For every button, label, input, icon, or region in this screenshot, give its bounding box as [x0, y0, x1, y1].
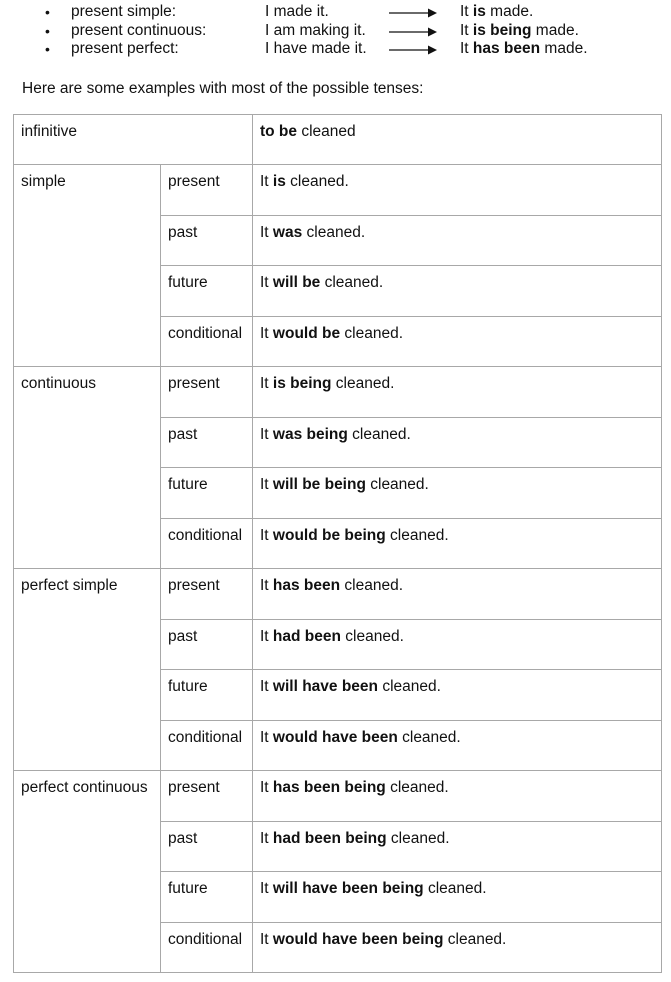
tense-label: future — [161, 670, 253, 721]
example-text: made. — [540, 40, 588, 57]
example-text: cleaned. — [320, 274, 384, 291]
active-example: I have made it. — [265, 40, 367, 57]
example-cell — [253, 922, 662, 973]
passive-example — [460, 3, 533, 22]
right-arrow-icon — [388, 26, 438, 38]
example-text: It — [260, 274, 273, 291]
passive-verb-bold: would have been being — [272, 930, 444, 948]
passive-verb-bold: would be — [272, 324, 341, 342]
arrow — [388, 43, 438, 62]
example-text: cleaned. — [386, 829, 450, 847]
bullet-icon: • — [45, 22, 50, 39]
passive-verb-bold: is — [472, 3, 486, 20]
example-cell — [253, 417, 662, 468]
bullet-item — [0, 40, 671, 59]
table-row — [14, 367, 662, 418]
aspect-label: perfect simple — [14, 569, 161, 771]
example-text: It — [260, 375, 273, 392]
tense-label: conditional — [161, 922, 253, 973]
example-cell — [253, 771, 662, 822]
table-row — [14, 165, 662, 216]
example-cell — [253, 165, 662, 216]
example-text: It — [260, 627, 273, 645]
passive-verb-bold: is — [272, 173, 286, 190]
tense-label: future — [161, 266, 253, 317]
tense-label: present — [161, 165, 253, 216]
tense-label: conditional — [161, 316, 253, 367]
example-text: cleaned. — [302, 223, 366, 241]
example-text: cleaned. — [443, 930, 507, 948]
example-text: It — [260, 324, 273, 342]
example-text: cleaned. — [365, 476, 429, 493]
bullet-icon: • — [45, 41, 50, 57]
example-cell — [253, 821, 662, 872]
tense-label: past — [161, 215, 253, 266]
example-text: cleaned. — [331, 375, 395, 392]
example-cell — [253, 569, 662, 620]
example-text: It — [460, 3, 473, 20]
example-text: cleaned. — [347, 425, 411, 443]
infinitive-example — [253, 115, 662, 165]
example-text: cleaned. — [385, 779, 449, 796]
example-text: made. — [485, 3, 534, 20]
tense-name: present continuous: — [71, 21, 207, 39]
example-cell — [253, 720, 662, 771]
active-example: I made it. — [265, 3, 329, 20]
passive-verb-bold: was being — [272, 425, 348, 443]
tense-name: present simple: — [71, 3, 177, 20]
example-text: cleaned. — [385, 526, 449, 544]
example-text: It — [260, 223, 273, 241]
example-text: It — [260, 728, 273, 746]
tense-label: conditional — [161, 518, 253, 569]
tense-label: past — [161, 417, 253, 468]
example-text: It — [460, 40, 473, 57]
tense-label: future — [161, 468, 253, 519]
intro-text: Here are some examples with most of the possible tenses: — [22, 80, 424, 97]
tense-label: present — [161, 367, 253, 418]
example-text: It — [260, 173, 273, 190]
infinitive-label: infinitive — [14, 115, 253, 165]
example-text: It — [260, 779, 273, 796]
example-text: cleaned. — [397, 728, 461, 746]
table-row — [14, 771, 662, 822]
example-cell — [253, 316, 662, 367]
passive-example — [460, 40, 588, 59]
example-cell — [253, 670, 662, 721]
example-text: cleaned — [297, 123, 356, 140]
example-text: It — [260, 526, 273, 544]
passive-verb-bold: to be — [260, 123, 298, 140]
example-text: It — [260, 678, 273, 695]
example-text: It — [260, 577, 273, 594]
passive-verb-bold: has been — [472, 40, 541, 57]
tense-name: present perfect: — [71, 40, 179, 57]
passive-verb-bold: has been — [272, 577, 341, 594]
example-text: cleaned. — [285, 173, 349, 190]
tense-label: future — [161, 872, 253, 923]
aspect-label: continuous — [14, 367, 161, 569]
example-text: It — [260, 880, 273, 897]
example-text: cleaned. — [340, 324, 404, 342]
tense-label: past — [161, 821, 253, 872]
passive-verb-bold: was — [272, 223, 303, 241]
bullet-list — [0, 3, 671, 59]
example-text: It — [460, 21, 473, 39]
example-cell — [253, 367, 662, 418]
active-example: I am making it. — [265, 21, 366, 39]
passive-verb-bold: will be being — [272, 476, 366, 493]
tense-label: present — [161, 771, 253, 822]
right-arrow-icon — [388, 44, 438, 56]
tense-label: past — [161, 619, 253, 670]
passive-verb-bold: will have been being — [272, 880, 424, 897]
example-text: It — [260, 425, 273, 443]
table-row-infinitive — [14, 115, 662, 165]
example-text: It — [260, 829, 273, 847]
example-cell — [253, 468, 662, 519]
passive-verb-bold: has been being — [272, 779, 386, 796]
passive-verb-bold: would have been — [272, 728, 398, 746]
tense-label: present — [161, 569, 253, 620]
passive-verb-bold: would be being — [272, 526, 386, 544]
example-cell — [253, 266, 662, 317]
table-row — [14, 569, 662, 620]
bullet-icon: • — [45, 4, 50, 20]
example-cell — [253, 619, 662, 670]
tense-label: conditional — [161, 720, 253, 771]
example-text: cleaned. — [378, 678, 441, 695]
example-cell — [253, 518, 662, 569]
bullet-item — [0, 22, 671, 41]
bullet-item — [0, 3, 671, 22]
passive-verb-bold: is being — [472, 21, 532, 39]
example-text: It — [260, 476, 273, 493]
example-text: cleaned. — [340, 577, 404, 594]
aspect-label: simple — [14, 165, 161, 367]
example-cell — [253, 215, 662, 266]
example-text: made. — [531, 21, 579, 39]
passive-example — [460, 22, 579, 41]
right-arrow-icon — [388, 7, 438, 19]
passive-verb-bold: had been — [272, 627, 341, 645]
aspect-label: perfect continuous — [14, 771, 161, 973]
passive-verb-bold: will be — [272, 274, 321, 291]
passive-verb-bold: had been being — [272, 829, 387, 847]
example-text: It — [260, 930, 273, 948]
example-cell — [253, 872, 662, 923]
example-text: cleaned. — [340, 627, 404, 645]
passive-verb-bold: is being — [272, 375, 332, 392]
passive-verb-bold: will have been — [272, 678, 379, 695]
passive-tense-table — [13, 114, 662, 973]
example-text: cleaned. — [423, 880, 487, 897]
